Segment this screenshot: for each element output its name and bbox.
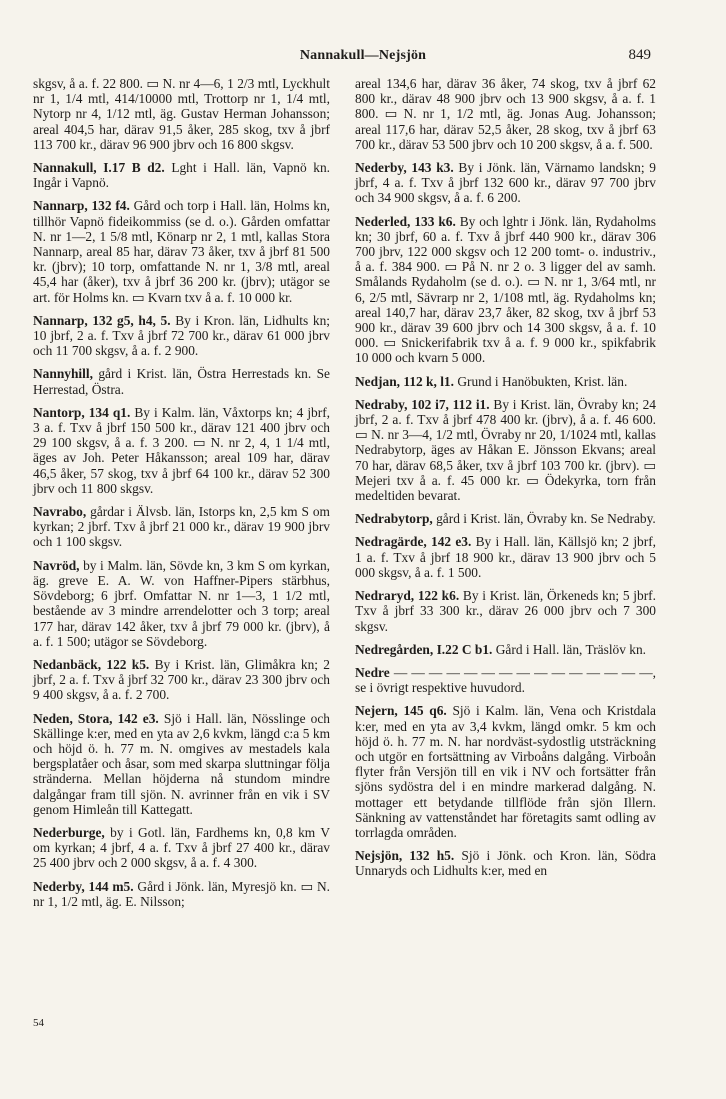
entry xyxy=(355,374,656,389)
entry-headword: Nedre xyxy=(355,664,390,680)
entry-text: — — — — — — — — — — — — — — —, se i övrigt respektive huvudord. xyxy=(355,664,656,696)
entry xyxy=(355,848,656,878)
entry-headword: Navrabo, xyxy=(33,504,87,520)
entry xyxy=(355,642,656,657)
entry-headword: Nedrabytorp, xyxy=(355,511,433,527)
entry xyxy=(355,76,656,152)
entry-text: areal 134,6 har, därav 36 åker, 74 skog, txv å jbrf 62 800 kr., därav 48 900 jbrv och 13 900 skgsv, å a. f. 1 800. ▭ N. nr 1, 1/2 mtl, äg. Jonas Aug. Johansson; areal 117,6 har, därav 52,5 åker, 28 skog, txv å jbrf 63 700 kr., därav 53 500 jbrv och 10 200 skgsv, å a. f. 500. xyxy=(355,76,656,152)
entry-text: Gård i Jönk. län, Myresjö kn. ▭ N. nr 1, 1/2 mtl, äg. E. Nilsson; xyxy=(33,878,330,909)
entry-headword: Nannyhill, xyxy=(33,366,93,382)
entry-headword: Nantorp, 134 q1. xyxy=(33,404,131,420)
entry-headword: Neden, Stora, 142 e3. xyxy=(33,710,159,726)
entry-text: Sjö i Jönk. och Kron. län, Södra Unnaryds och Lidhults k:er, med en xyxy=(355,848,656,879)
entry-text: by i Malm. län, Sövde kn, 3 km S om kyrkan, äg. greve E. A. W. von Haffner-Pipers stärbhus, Sövdeborg; 6 jbrf. Omfattar N. nr 1—3, 1 1/2 mtl, bestående av 3 mindre arrendelotter och 3 torp; areal 177 har, därav 142 åker, txv å jbrf 79 000 kr. (jbrv), å a. f. 1 500; utägor se Sövdeborg. xyxy=(33,557,330,649)
entry xyxy=(355,214,656,366)
entry xyxy=(33,160,330,190)
entry-headword: Nejern, 145 q6. xyxy=(355,703,447,719)
entry-headword: Nannarp, 132 g5, h4, 5. xyxy=(33,312,171,328)
entry xyxy=(355,534,656,580)
entry xyxy=(355,703,656,840)
entry-text: Sjö i Kalm. län, Vena och Kristdala k:er, med en yta av 3,4 kvkm, längd omkr. 5 km och höjd ö. h. 77 m. N. har nordväst-sydostlig utsträckning och utgör en fortsättning av Virboåns dalgång. Virboån flyter från Versjön till en vik i NV och fortsätter från sjöns sydöstra del i en mindre markerad dalgång. N. mottager ett betydande tillflöde från sjön Illern. Sänkning av vattenståndet har företagits samt odling av torrlagda områden. xyxy=(355,703,656,840)
entry xyxy=(355,397,656,503)
entry xyxy=(355,160,656,206)
entry-headword: Nannakull, I.17 B d2. xyxy=(33,160,165,176)
entry xyxy=(33,504,330,550)
entry xyxy=(33,76,330,152)
entry-text: Grund i Hanöbukten, Krist. län. xyxy=(457,373,628,389)
entry xyxy=(33,657,330,703)
page-number: 849 xyxy=(628,47,651,63)
entry xyxy=(33,711,330,817)
entry xyxy=(355,665,656,695)
entry xyxy=(33,825,330,871)
entry xyxy=(33,879,330,909)
entry xyxy=(355,511,656,526)
entry-headword: Nedanbäck, 122 k5. xyxy=(33,656,150,672)
entry-headword: Nedraryd, 122 k6. xyxy=(355,588,460,604)
left-column xyxy=(33,76,330,917)
entry xyxy=(33,405,330,496)
entry-headword: Nedraby, 102 i7, 112 i1. xyxy=(355,396,490,412)
entry-headword: Navröd, xyxy=(33,557,80,573)
entry-text: Lght i Hall. län, Vapnö kn. Ingår i Vapnö. xyxy=(33,160,330,191)
entry-text: Sjö i Hall. län, Nösslinge och Skällinge k:er, med en yta av 2,6 kvkm, längd c:a 5 km och höjd ö. h. 77 m. N. omgives av mestadels kala bergsplatåer och åsar, som med skarpa sluttningar följa stränderna. Mellan höjderna nå stundom mindre dalgångar fram till sjön. N. avrinner från en vik i SV genom Himleån till Kattegatt. xyxy=(33,710,330,817)
entry-text: By i Krist. län, Övraby kn; 24 jbrf, 2 a. f. Txv å jbrf 478 400 kr. (jbrv), å a. f. 46 600. ▭ N. nr 3—4, 1/2 mtl, Övraby nr 20, 1/1024 mtl, kallas Nedrabytorp, äges av Håkan E. Jönsson Ekvans; areal 70 har, därav 68,5 åker, txv å jbrf 103 700 kr. (jbrv). ▭ Mejeri txv å a. f. 45 000 kr. ▭ Ödekyrka, torn från medeltiden bevarat. xyxy=(355,396,656,504)
entry xyxy=(33,558,330,649)
entry-headword: Nejsjön, 132 h5. xyxy=(355,848,455,864)
entry-text: By i Hall. län, Källsjö kn; 2 jbrf, 1 a. f. Txv å jbrf 18 900 kr., därav 13 900 jbrv och 5 000 skgsv, å a. f. 1 500. xyxy=(355,534,657,580)
entry xyxy=(355,588,656,634)
entry-headword: Nedjan, 112 k, l1. xyxy=(355,373,454,389)
entry-text: gårdar i Älvsb. län, Istorps kn, 2,5 km S om kyrkan; 2 jbrf. Txv å jbrf 21 000 kr., därav 19 900 jbrv och 1 100 skgsv. xyxy=(33,504,330,550)
entry-headword: Nedregården, I.22 C b1. xyxy=(355,641,493,657)
entry-text: gård i Krist. län, Övraby kn. Se Nedraby. xyxy=(436,511,656,527)
entry-headword: Nederby, 143 k3. xyxy=(355,160,454,176)
entry-text: Gård i Hall. län, Träslöv kn. xyxy=(495,641,647,657)
entry-text: skgsv, å a. f. 22 800. ▭ N. nr 4—6, 1 2/3 mtl, Lyckhult nr 1, 1/4 mtl, 414/10000 mtl, Trottorp nr 1, 1/4 mtl, Nytorp nr 4, 1/12 mtl, äg. Gustav Herman Johansson; areal 404,5 har, därav 91,5 åker, 285 skog, txv å jbrf 113 700 kr., därav 96 900 jbrv och 16 800 skgsv. xyxy=(33,76,330,152)
entry-text: By och lghtr i Jönk. län, Rydaholms kn; 30 jbrf, 60 a. f. Txv å jbrf 440 900 kr., därav 306 700 jbrv, 122 000 skgsv och 12 200 tomt- o. industriv., å a. f. 384 900. ▭ På N. nr 2 o. 3 ligger del av samh. Smålands Rydaholm (se d. o.). ▭ N. nr 1, 3/64 mtl, nr 6, 2/5 mtl, Sävrarp nr 2, 1/108 mtl, äg. Rydaholms kn; areal 140,7 har, därav 23,7 åker, 82 skog, txv å jbrf 53 900 kr., därav 39 600 jbrv och 14 300 skgsv, å a. f. 10 000. ▭ Snickerifabrik txv å a. f. 9 000 kr., spikfabrik 10 000 och kvarn 5 000. xyxy=(355,213,656,366)
entry xyxy=(33,198,330,304)
entry-text: By i Kalm. län, Våxtorps kn; 4 jbrf, 3 a. f. Txv å jbrf 150 500 kr., därav 121 400 jbrv och 29 100 skgsv, å a. f. 3 200. ▭ N. nr 2, 4, 1 1/4 mtl, äges av Joh. Peter Håkansson; areal 109 har, därav 46,5 åker, 57 skog, txv å jbrf 64 100 kr., därav 52 300 jbrv och 11 800 skgsv. xyxy=(33,404,330,496)
entry-text: Gård och torp i Hall. län, Holms kn, tillhör Vapnö fideikommiss (se d. o.). Gården omfattar N. nr 1—2, 1 5/8 mtl, Könarp nr 2, 1 mtl, kallas Stora Nannarp, areal 85 har, därav 73 åker, txv å jbrf 81 500 kr. (jbrv); 10 torp, omfattande N. nr 1, 3/8 mtl, areal 45,4 har (åker), txv å jbrf 36 200 kr. (jbrv); utägor se art. för Holms kn. ▭ Kvarn txv å a. f. 10 000 kr. xyxy=(33,198,330,305)
entry-headword: Nederby, 144 m5. xyxy=(33,878,134,894)
entry-text: By i Kron. län, Lidhults kn; 10 jbrf, 2 a. f. Txv å jbrf 72 700 kr., därav 61 000 jbrv och 11 700 skgsv, å a. f. 2 900. xyxy=(33,312,330,359)
signature-mark: 54 xyxy=(33,1017,44,1029)
entry-text: gård i Krist. län, Östra Herrestads kn. Se Herrestad, Östra. xyxy=(33,366,330,397)
entry-headword: Nedragärde, 142 e3. xyxy=(355,534,472,550)
entry-text: by i Gotl. län, Fardhems kn, 0,8 km V om kyrkan; 4 jbrf, 4 a. f. Txv å jbrf 27 400 kr., därav 25 400 jbrv och 2 000 skgsv, å a. f. 4 300. xyxy=(33,824,330,871)
entry-text: By i Krist. län, Glimåkra kn; 2 jbrf, 2 a. f. Txv å jbrf 32 700 kr., därav 23 300 jbrv och 9 400 skgsv, å a. f. 2 700. xyxy=(33,656,330,703)
entry xyxy=(33,313,330,359)
entry-headword: Nederled, 133 k6. xyxy=(355,213,456,229)
entry-text: By i Jönk. län, Värnamo landskn; 9 jbrf, 4 a. f. Txv å jbrf 132 600 kr., därav 97 700 jbrv och 34 900 skgsv, å a. f. 6 200. xyxy=(355,160,656,206)
entry-text: By i Krist. län, Örkeneds kn; 5 jbrf. Txv å jbrf 33 300 kr., därav 26 000 jbrv och 7 300 skgsv. xyxy=(355,588,656,634)
entry-headword: Nederburge, xyxy=(33,824,105,840)
entry xyxy=(33,366,330,396)
running-head: Nannakull—Nejsjön xyxy=(299,48,427,63)
entry-headword: Nannarp, 132 f4. xyxy=(33,198,130,214)
right-column xyxy=(355,76,656,887)
